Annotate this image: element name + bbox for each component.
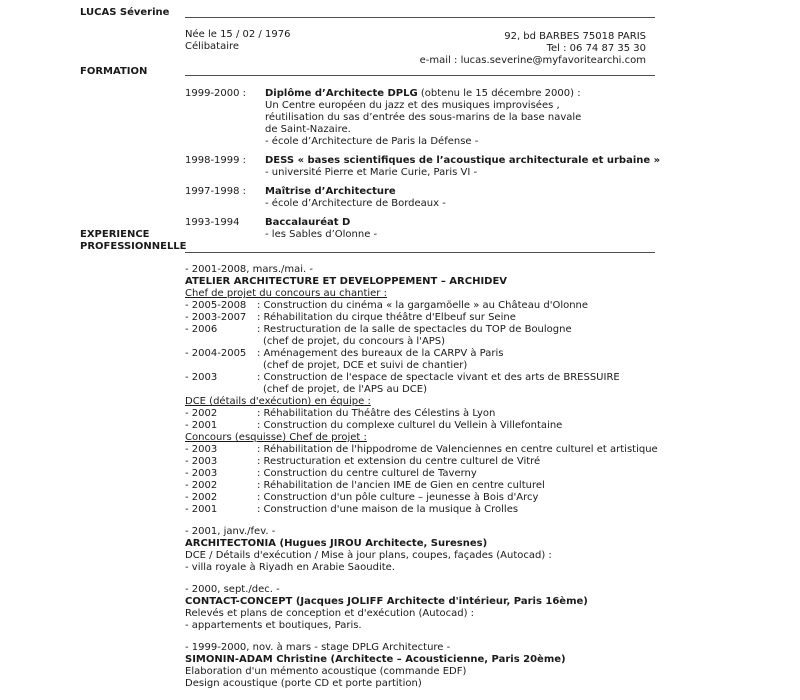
formation-line: - les Sables d’Olonne - [265,229,378,240]
project-row [185,372,797,384]
formation-entry [185,155,775,179]
formation-title-bold: DESS « bases scientifiques de l’acoustique architecturale et urbaine » [265,155,661,166]
birth-date: Née le 15 / 02 / 1976 [185,29,291,40]
job-line: - villa royale à Riyadh en Arabie Saoudite. [185,562,395,573]
formation-title [265,155,775,167]
job-period: - 1999-2000, nov. à mars - stage DPLG Architecture - [185,642,451,653]
formation-entry [185,186,775,210]
formation-title-bold: Baccalauréat D [265,217,351,228]
job-block [185,584,797,632]
formation-title [265,217,775,229]
project-row [185,420,797,432]
formation-entries [185,88,775,248]
job-block [185,642,797,690]
name-divider-line [185,17,655,18]
project-row [185,480,797,492]
project-description: : Réhabilitation du Théâtre des Célestins à Lyon [257,408,496,419]
formation-line: - école d’Architecture de Bordeaux - [265,198,446,209]
phone-number: Tel : 06 74 87 35 30 [546,43,646,54]
formation-line: de Saint-Nazaire. [265,124,351,135]
formation-title-bold: Maîtrise d’Architecture [265,186,396,197]
project-description: : Construction d'un pôle culture – jeunesse à Bois d'Arcy [257,492,539,503]
job-line: DCE / Détails d'exécution / Mise à jour plans, coupes, façades (Autocad) : [185,550,552,561]
formation-years: 1999-2000 : [185,88,247,99]
project-role-detail: (chef de projet, du concours à l'APS) [263,336,446,347]
project-row [185,348,797,360]
job-company: SIMONIN-ADAM Christine (Architecte – Acousticienne, Paris 20ème) [185,654,566,665]
project-description: : Construction d'une maison de la musique à Crolles [257,504,519,515]
person-name: LUCAS Séverine [80,7,170,18]
section-heading-formation: FORMATION [80,66,148,77]
formation-title [265,88,775,100]
job-period: - 2000, sept./dec. - [185,584,280,595]
project-description: : Construction du complexe culturel du Vellein à Villefontaine [257,420,563,431]
project-role-detail: (chef de projet, DCE et suivi de chantier) [263,360,468,371]
job-company: ATELIER ARCHITECTURE ET DEVELOPPEMENT – ARCHIDEV [185,276,508,287]
project-year: - 2002 [185,408,218,419]
project-description: : Réhabilitation de l'hippodrome de Valenciennes en centre culturel et artistique [257,444,658,455]
job-line: Relevés et plans de conception et d'exécution (Autocad) : [185,608,475,619]
project-description: : Réhabilitation du cirque théâtre d'Elbeuf sur Seine [257,312,516,323]
formation-title-bold: Diplôme d’Architecte DPLG [265,88,418,99]
project-group-heading: Concours (esquisse) Chef de projet : [185,432,367,443]
project-year: - 2002 [185,492,218,503]
project-description: : Aménagement des bureaux de la CARPV à Paris [257,348,504,359]
formation-years: 1998-1999 : [185,155,247,166]
project-group-heading: Chef de projet du concours au chantier : [185,288,387,299]
job-period: - 2001, janv./fev. - [185,526,276,537]
formation-detail [265,217,775,241]
formation-title-suffix: (obtenu le 15 décembre 2000) : [417,88,581,99]
formation-detail [265,186,775,210]
formation-line: Un Centre européen du jazz et des musiques improvisées , [265,100,560,111]
project-year: - 2005-2008 [185,300,247,311]
personal-info [185,29,290,53]
formation-detail [265,155,775,179]
section-heading-experience [80,229,187,253]
project-year: - 2004-2005 [185,348,247,359]
project-year: - 2003 [185,372,218,383]
email-address: e-mail : lucas.severine@myfavoritearchi.com [419,55,646,66]
marital-status: Célibataire [185,41,240,52]
project-description: : Réhabilitation de l'ancien IME de Gien en centre culturel [257,480,545,491]
project-row [185,504,797,516]
job-line: Elaboration d'un mémento acoustique (commande EDF) [185,666,467,677]
project-year: - 2003 [185,456,218,467]
formation-title [265,186,775,198]
formation-detail [265,88,775,148]
experience-heading-line1: EXPERIENCE [80,229,150,240]
project-year: - 2003-2007 [185,312,247,323]
project-group-heading: DCE (détails d'exécution) en équipe : [185,396,371,407]
project-row [185,312,797,324]
formation-line: réutilisation du sas d’entrée des sous-marins de la base navale [265,112,582,123]
project-role-detail: (chef de projet, de l'APS au DCE) [263,384,427,395]
project-description: : Restructuration de la salle de spectacles du TOP de Boulogne [257,324,572,335]
project-description: : Restructuration et extension du centre culturel de Vitré [257,456,541,467]
project-year: - 2002 [185,480,218,491]
job-block [185,526,797,574]
formation-entry [185,217,775,241]
project-row [185,456,797,468]
formation-years: 1997-1998 : [185,186,247,197]
job-line: Design acoustique (porte CD et porte partition) [185,678,422,689]
job-line: - appartements et boutiques, Paris. [185,620,362,631]
project-row [185,444,797,456]
address: 92, bd BARBES 75018 PARIS [504,31,646,42]
experience-entries [185,264,797,690]
project-year: - 2003 [185,468,218,479]
project-year: - 2006 [185,324,218,335]
formation-years: 1993-1994 [185,217,240,228]
project-year: - 2001 [185,504,218,515]
project-row [185,492,797,504]
project-description: : Construction du cinéma « la gargamöelle » au Château d'Olonne [257,300,589,311]
experience-divider-line [185,252,655,253]
formation-line: - université Pierre et Marie Curie, Paris VI - [265,167,478,178]
formation-divider-line [185,75,655,76]
project-row [185,468,797,480]
project-year: - 2003 [185,444,218,455]
job-company: CONTACT-CONCEPT (Jacques JOLIFF Architecte d'intérieur, Paris 16ème) [185,596,588,607]
formation-entry [185,88,775,148]
project-description: : Construction de l'espace de spectacle vivant et des arts de BRESSUIRE [257,372,620,383]
project-row [185,324,797,336]
contact-info [300,31,646,67]
experience-heading-line2: PROFESSIONNELLE [80,241,187,252]
formation-line: - école d’Architecture de Paris la Défense - [265,136,479,147]
job-block [185,264,797,516]
job-company: ARCHITECTONIA (Hugues JIROU Architecte, Suresnes) [185,538,488,549]
project-year: - 2001 [185,420,218,431]
project-row [185,408,797,420]
project-description: : Construction du centre culturel de Taverny [257,468,477,479]
project-row [185,300,797,312]
job-period: - 2001-2008, mars./mai. - [185,264,314,275]
